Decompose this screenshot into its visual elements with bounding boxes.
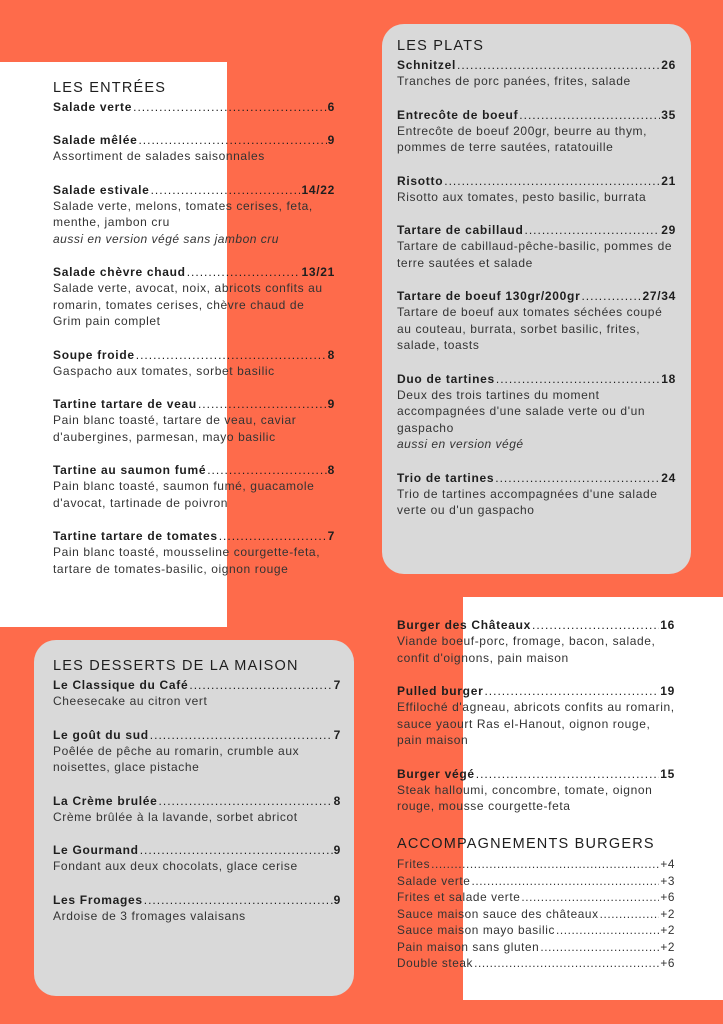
menu-item-price: 14/22 — [301, 182, 335, 197]
menu-item-description: Trio de tartines accompagnées d'une salade verte ou d'un gaspacho — [397, 486, 658, 517]
menu-item-header — [53, 347, 335, 363]
dot-leader — [431, 856, 659, 873]
menu-item-name: Le Classique du Café — [53, 678, 189, 692]
accompagnements-list — [397, 856, 675, 972]
menu-item-price: 7 — [327, 529, 335, 543]
menu-item-description: Ardoise de 3 fromages valaisans — [53, 908, 246, 923]
burgers-list — [397, 617, 675, 815]
dot-leader — [140, 842, 333, 858]
menu-item-price: 27/34 — [642, 289, 676, 303]
menu-item-name: Salade estivale — [53, 182, 150, 197]
menu-item-name: Tartine tartare de veau — [53, 397, 197, 411]
menu-item-name: Burger végé — [397, 766, 475, 781]
menu-item-price: 29 — [661, 223, 676, 237]
menu-item-price: 9 — [327, 133, 335, 147]
menu-item-price: 7 — [333, 727, 341, 742]
dot-leader — [474, 955, 659, 972]
menu-item-description: Tartare de boeuf aux tomates séchées coupé au couteau, burrata, sorbet basilic, frites, salade, toasts — [397, 305, 663, 352]
side-item-name: Double steak — [397, 956, 474, 970]
menu-item-description: Tartare de cabillaud-pêche-basilic, pommes de terre sautées et salade — [397, 239, 673, 270]
side-item-price: +6 — [660, 956, 675, 970]
menu-item — [53, 264, 335, 330]
dot-leader — [207, 462, 326, 478]
menu-item — [53, 677, 341, 710]
menu-item-name: Tartare de cabillaud — [397, 223, 524, 237]
menu-item-name: Salade chèvre chaud — [53, 265, 186, 279]
menu-item-price: 7 — [333, 678, 341, 692]
menu-item — [53, 892, 341, 925]
side-item — [397, 856, 675, 873]
dot-leader — [138, 132, 326, 148]
menu-item-header — [397, 107, 676, 123]
menu-item-name: Le Gourmand — [53, 843, 139, 857]
entrees-list — [53, 99, 335, 577]
dot-leader — [532, 617, 659, 633]
dot-leader — [198, 396, 327, 412]
menu-item-price: 21 — [661, 173, 676, 188]
menu-item-description: Entrecôte de boeuf 200gr, beurre au thym, pommes de terre sautées, ratatouille — [397, 123, 648, 154]
menu-item-header — [397, 766, 675, 782]
side-item-name: Pain maison sans gluten — [397, 939, 540, 954]
menu-item-name: Burger des Châteaux — [397, 618, 532, 632]
menu-item-header — [397, 173, 676, 189]
dot-leader — [484, 683, 659, 699]
menu-item-price: 8 — [333, 793, 341, 808]
menu-item-description: Deux des trois tartines du moment accompagnées d'une salade verte ou d'un gaspacho — [397, 387, 646, 435]
side-item-price: +4 — [660, 857, 675, 871]
dot-leader — [521, 889, 659, 906]
menu-item — [53, 528, 335, 577]
menu-item-name: Salade verte — [53, 100, 133, 114]
menu-item-price: 9 — [333, 843, 341, 857]
menu-item-name: Trio de tartines — [397, 470, 495, 485]
menu-item — [397, 288, 676, 354]
menu-item-name: Tartare de boeuf 130gr/200gr — [397, 289, 581, 303]
menu-item-description: Pain blanc toasté, mousseline courgette-feta, tartare de tomates-basilic, oignon rouge — [53, 545, 321, 576]
menu-item-header — [53, 793, 341, 809]
plats-section — [397, 38, 676, 536]
menu-item — [397, 371, 676, 453]
accompagnements-section — [397, 836, 675, 972]
menu-item-header — [397, 57, 676, 73]
menu-item-description: Cheesecake au citron vert — [53, 694, 208, 708]
side-item-price: +2 — [660, 939, 675, 954]
dot-leader — [219, 528, 327, 544]
menu-item-header — [397, 470, 676, 486]
menu-item-description: Risotto aux tomates, pesto basilic, burrata — [397, 189, 647, 204]
menu-item — [397, 173, 676, 206]
burgers-section — [397, 617, 675, 832]
entrees-title: LES ENTRÉES — [53, 80, 167, 96]
menu-item-price: 6 — [327, 100, 335, 114]
desserts-list — [53, 677, 341, 924]
side-item-price: +6 — [660, 890, 675, 904]
dot-leader — [581, 288, 641, 304]
menu-item-name: Le goût du sud — [53, 727, 149, 742]
menu-item-header — [397, 288, 676, 304]
menu-item-description: Steak halloumi, concombre, tomate, oignon rouge, mousse courgette-feta — [397, 782, 653, 813]
menu-item-price: 18 — [661, 371, 676, 386]
menu-item-header — [53, 462, 335, 478]
side-item — [397, 873, 675, 890]
side-item — [397, 955, 675, 972]
menu-item-note: aussi en version végé sans jambon cru — [53, 231, 279, 246]
menu-item — [397, 470, 676, 519]
dot-leader — [187, 264, 301, 280]
menu-item-description: Effiloché d'agneau, abricots confits au romarin, sauce yaourt Ras el-Hanout, oignon rouge, pain maison — [397, 700, 675, 747]
menu-item-header — [397, 222, 676, 238]
menu-item-price: 26 — [661, 58, 676, 72]
menu-item — [53, 132, 335, 165]
menu-item-price: 35 — [661, 107, 676, 122]
dot-leader — [496, 371, 660, 387]
menu-item — [53, 182, 335, 248]
menu-item-name: La Crème brulée — [53, 793, 158, 808]
menu-item-header — [53, 182, 335, 198]
dot-leader — [519, 107, 660, 123]
dot-leader — [133, 99, 327, 115]
menu-item — [397, 766, 675, 815]
menu-item — [53, 727, 341, 776]
menu-item-header — [53, 99, 335, 115]
menu-item-header — [53, 264, 335, 280]
menu-item-description: Gaspacho aux tomates, sorbet basilic — [53, 363, 275, 378]
menu-item — [397, 617, 675, 666]
menu-item-header — [53, 892, 341, 908]
menu-item — [53, 462, 335, 511]
menu-item-description: Salade verte, melons, tomates cerises, feta, menthe, jambon cru — [53, 198, 313, 229]
menu-item-name: Tartine au saumon fumé — [53, 463, 207, 477]
menu-item — [397, 107, 676, 156]
side-item-name: Frites et salade verte — [397, 890, 521, 904]
menu-item-header — [53, 132, 335, 148]
menu-item-note: aussi en version végé — [397, 437, 524, 451]
menu-item-price: 15 — [660, 766, 675, 781]
plats-title: LES PLATS — [397, 38, 485, 54]
side-item-name: Frites — [397, 857, 431, 871]
menu-item-description: Pain blanc toasté, saumon fumé, guacamole d'avocat, tartinade de poivron — [53, 479, 315, 510]
side-item-name: Salade verte — [397, 873, 471, 888]
side-item-price: +2 — [660, 906, 675, 921]
menu-item-description: Crème brûlée à la lavande, sorbet abricot — [53, 809, 298, 824]
menu-item-name: Pulled burger — [397, 684, 484, 698]
side-item — [397, 922, 675, 939]
menu-item-price: 8 — [327, 347, 335, 362]
side-item-name: Sauce maison sauce des châteaux — [397, 906, 599, 921]
dot-leader — [495, 470, 660, 486]
dot-leader — [159, 793, 333, 809]
dot-leader — [189, 677, 332, 693]
menu-item-description: Tranches de porc panées, frites, salade — [397, 74, 631, 88]
dot-leader — [600, 906, 660, 923]
menu-item-description: Assortiment de salades saisonnales — [53, 149, 265, 163]
dot-leader — [150, 727, 333, 743]
menu-item — [397, 57, 676, 90]
menu-item — [53, 396, 335, 445]
menu-item-price: 19 — [660, 684, 675, 698]
menu-item-price: 13/21 — [301, 265, 335, 279]
menu-item-price: 16 — [660, 618, 675, 632]
menu-item-price: 9 — [327, 397, 335, 411]
menu-item-name: Entrecôte de boeuf — [397, 107, 519, 122]
entrees-section — [53, 80, 335, 594]
menu-item — [397, 683, 675, 749]
dot-leader — [136, 347, 327, 363]
menu-item-name: Soupe froide — [53, 347, 135, 362]
menu-item-name: Tartine tartare de tomates — [53, 529, 218, 543]
dot-leader — [444, 173, 660, 189]
accompagnements-title: ACCOMPAGNEMENTS BURGERS — [397, 836, 655, 852]
dot-leader — [151, 182, 301, 198]
side-item-name: Sauce maison mayo basilic — [397, 923, 555, 937]
menu-item — [53, 99, 335, 115]
menu-item-description: Salade verte, avocat, noix, abricots confits au romarin, tomates cerises, chèvre chaud de Grim pain complet — [53, 281, 323, 328]
menu-item-header — [397, 371, 676, 387]
desserts-title: LES DESSERTS DE LA MAISON — [53, 658, 299, 674]
menu-item-description: Poêlée de pêche au romarin, crumble aux noisettes, glace pistache — [53, 743, 300, 774]
menu-item-name: Les Fromages — [53, 892, 143, 907]
desserts-section — [53, 658, 341, 941]
dot-leader — [144, 892, 333, 908]
side-item — [397, 906, 675, 923]
menu-item — [397, 222, 676, 271]
menu-item-name: Schnitzel — [397, 58, 456, 72]
menu-item — [53, 793, 341, 826]
side-item-price: +3 — [660, 873, 675, 888]
menu-item-name: Salade mêlée — [53, 133, 138, 147]
menu-item-header — [397, 683, 675, 699]
menu-item — [53, 347, 335, 380]
dot-leader — [471, 873, 659, 890]
menu-item-description: Pain blanc toasté, tartare de veau, caviar d'aubergines, parmesan, mayo basilic — [53, 413, 297, 444]
menu-item-header — [53, 528, 335, 544]
dot-leader — [540, 939, 659, 956]
menu-item-price: 8 — [327, 463, 335, 477]
menu-item-header — [397, 617, 675, 633]
dot-leader — [457, 57, 660, 73]
dot-leader — [476, 766, 660, 782]
side-item — [397, 889, 675, 906]
side-item-price: +2 — [660, 923, 675, 937]
menu-item — [53, 842, 341, 875]
menu-item-name: Duo de tartines — [397, 371, 495, 386]
menu-item-header — [53, 842, 341, 858]
plats-list — [397, 57, 676, 519]
menu-item-description: Fondant aux deux chocolats, glace cerise — [53, 859, 298, 873]
dot-leader — [524, 222, 660, 238]
menu-item-name: Risotto — [397, 173, 444, 188]
menu-item-price: 24 — [661, 470, 676, 485]
dot-leader — [556, 922, 659, 939]
menu-item-header — [53, 396, 335, 412]
menu-item-header — [53, 677, 341, 693]
side-item — [397, 939, 675, 956]
menu-item-price: 9 — [333, 892, 341, 907]
menu-item-description: Viande boeuf-porc, fromage, bacon, salade, confit d'oignons, pain maison — [397, 634, 656, 665]
menu-item-header — [53, 727, 341, 743]
